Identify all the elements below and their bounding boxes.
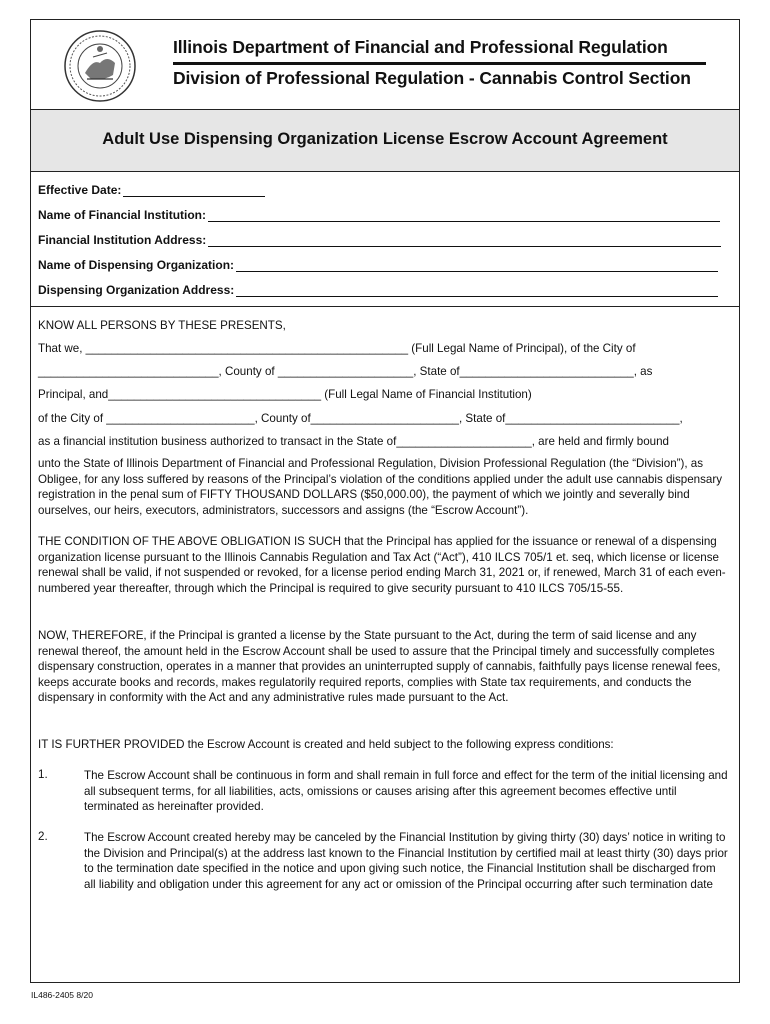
financial-institution-address-field[interactable] [38, 233, 721, 247]
form-header [31, 20, 739, 110]
field-label: Name of Financial Institution: [38, 208, 207, 222]
field-line[interactable] [123, 185, 265, 197]
condition-text: The Escrow Account created hereby may be canceled by the Financial Institution by giving thirty (30) days’ notice in writing to the Division and Principal(s) at the address last known to the Financial Institution by certified mail at least thirty (30) days prior to the termination date specified in the notice and upon giving such notice, the Financial Institution shall be discharged from all liability and obligation under this agreement for any act or omission of the Principal occurring after such termination date [84, 831, 728, 891]
field-label: Name of Dispensing Organization: [38, 258, 235, 272]
form-frame [30, 19, 740, 983]
financial-institution-line: Principal, and_________________________________ (Full Legal Name of Financial Institution) [38, 388, 532, 401]
principal-line: That we, __________________________________________________ (Full Legal Name of Principal), of the City of [38, 342, 636, 355]
field-line[interactable] [236, 285, 718, 297]
obligee-paragraph: unto the State of Illinois Department of Financial and Professional Regulation, Division Professional Regulation (the “Division”), as Obligee, for any loss suffered by reasons of the Principal’s violation of the conditions applied under the adult use cannabis dispensary registration in the penal sum of FIFTY THOUSAND DOLLARS ($50,000.00), the payment of which we jointly and severally bind ourselves, our heirs, executors, administrators, successors and assigns (the “Escrow Account”). [38, 457, 723, 517]
dispensing-organization-address-field[interactable] [38, 283, 718, 297]
department-name: Illinois Department of Financial and Professional Regulation [173, 37, 668, 57]
field-line[interactable] [208, 235, 721, 247]
dispensing-organization-name-field[interactable] [38, 258, 718, 272]
authorized-state-line: as a financial institution business authorized to transact in the State of_____________________, are held and firmly bound [38, 435, 670, 448]
condition-number: 2. [38, 830, 48, 843]
division-name: Division of Professional Regulation - Cannabis Control Section [173, 68, 691, 88]
further-provided-paragraph: IT IS FURTHER PROVIDED the Escrow Account is created and held subject to the following express conditions: [38, 738, 614, 751]
field-line[interactable] [236, 260, 718, 272]
condition-number: 1. [38, 768, 48, 781]
now-therefore-paragraph: NOW, THEREFORE, if the Principal is granted a license by the State pursuant to the Act, during the term of said license and any renewal thereof, the amount held in the Escrow Account shall be used to assure that the Principal timely and successfully completes dispensary construction, operates in a manner that provides an uninterrupted supply of cannabis, faithfully pays license renewal fees, keeps accurate books and records, makes regulatorily required reports, complies with State tax requirements, and conducts the dispensary in conformity with the Act and any administrative rules made pursuant to the Act. [38, 629, 721, 705]
condition-paragraph: THE CONDITION OF THE ABOVE OBLIGATION IS SUCH that the Principal has applied for the issuance or renewal of a dispensing organization license pursuant to the Illinois Cannabis Regulation and Tax Act (“Act”), 410 ILCS 705/1 et. seq, which license or license renewal shall be valid, if not suspended or revoked, for a license period ending March 31, 2021 or, if renewed, March 31 of each even-numbered year thereafter, through which the Principal is required to give security pursuant to 410 ILCS 705/15-55. [38, 535, 726, 595]
state-seal-icon [63, 29, 137, 103]
principal-location-line: ____________________________, County of _____________________, State of___________________________, as [38, 365, 653, 378]
field-label: Dispensing Organization Address: [38, 283, 235, 297]
form-title: Adult Use Dispensing Organization License Escrow Account Agreement [102, 130, 668, 148]
financial-institution-name-field[interactable] [38, 208, 720, 222]
title-band [31, 110, 739, 172]
field-label: Financial Institution Address: [38, 233, 207, 247]
form-fields [31, 172, 739, 307]
form-number: IL486-2405 8/20 [31, 990, 93, 1000]
field-label: Effective Date: [38, 183, 122, 197]
effective-date-field[interactable] [38, 183, 265, 197]
header-rule [173, 62, 706, 65]
field-line[interactable] [208, 210, 720, 222]
know-all-persons: KNOW ALL PERSONS BY THESE PRESENTS, [38, 319, 286, 332]
condition-text: The Escrow Account shall be continuous in form and shall remain in full force and effect for the term of the initial licensing and all subsequent terms, for all liabilities, acts, omissions or causes arising after this agreement becomes effective until terminated as hereinafter provided. [84, 769, 728, 814]
institution-location-line: of the City of _______________________, County of_______________________, State of___________________________, [38, 412, 683, 425]
